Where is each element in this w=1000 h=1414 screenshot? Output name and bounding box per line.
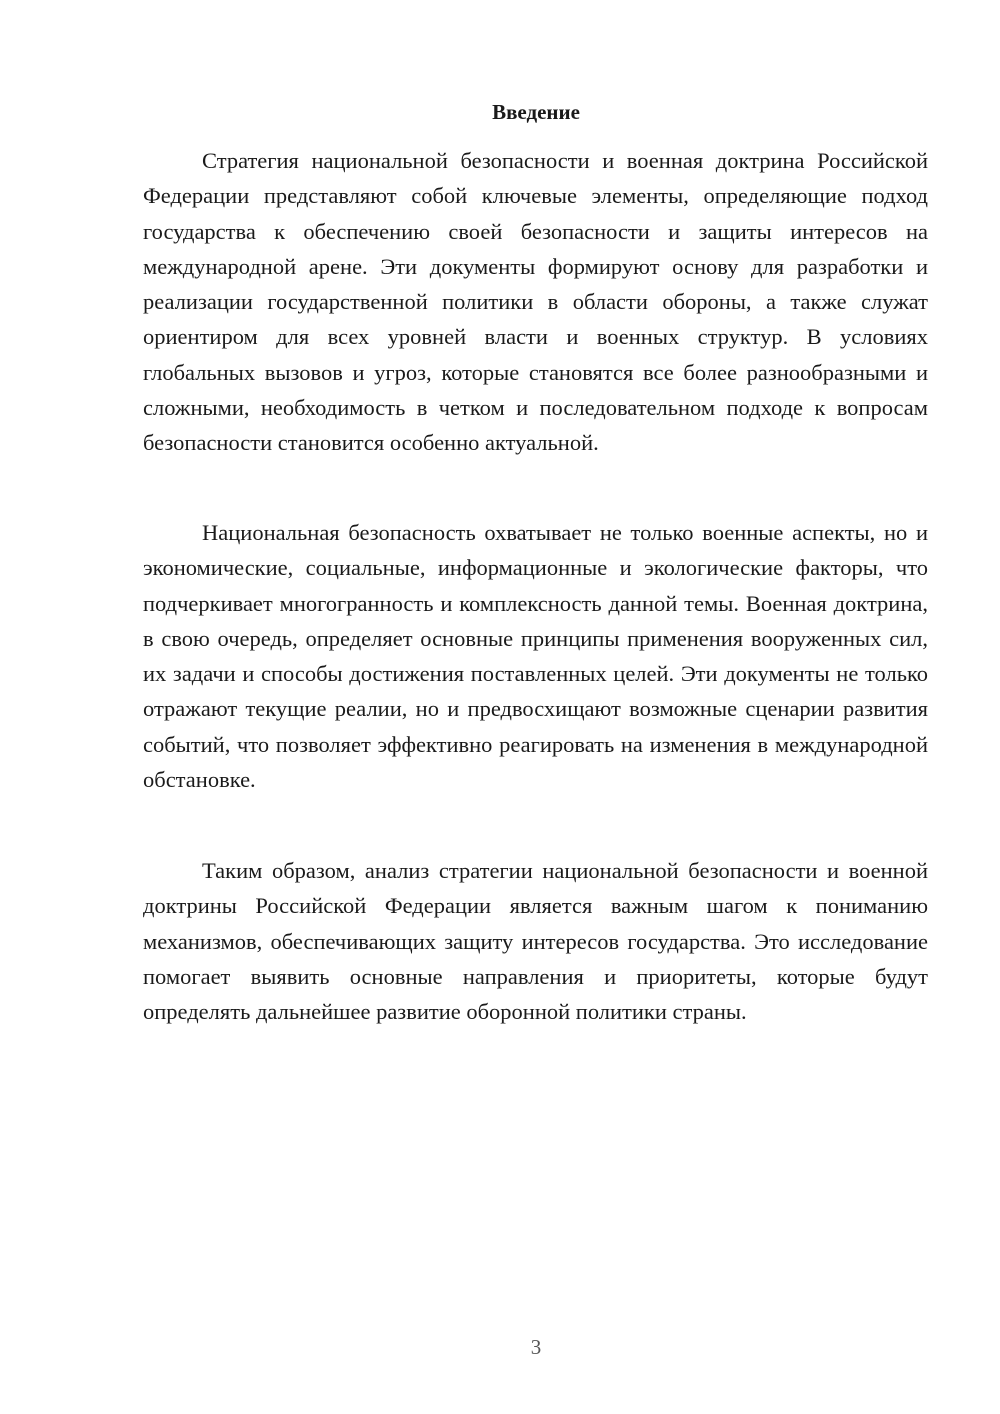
paragraph-national-security: Национальная безопасность охватывает не только военные аспекты, но и экономические, социальные, информационные и экологические факторы, что подчеркивает многогранность и комплексность данной темы. Военная доктрина, в свою очередь, определяет основные принципы применения вооруженных сил, их задачи и способы достижения поставленных целей. Эти документы не только отражают текущие реалии, но и предвосхищают возможные сценарии развития событий, что позволяет эффективно реагировать на изменения в международной обстановке. — [143, 520, 928, 793]
paragraph-intro: Стратегия национальной безопасности и военная доктрина Российской Федерации представляют собой ключевые элементы, определяющие подход государства к обеспечению своей безопасности и защиты интересов на международной арене. Эти документы формируют основу для разработки и реализации государственной политики в области обороны, а также служат ориентиром для всех уровней власти и военных структур. В условиях глобальных вызовов и угроз, которые становятся все более разнообразными и сложными, необходимость в четком и последовательном подходе к вопросам безопасности становится особенно актуальной. — [143, 148, 928, 456]
section-title: Введение — [492, 100, 580, 124]
page-number: 3 — [530, 1335, 542, 1359]
paragraph-conclusion: Таким образом, анализ стратегии национальной безопасности и военной доктрины Российской Федерации является важным шагом к пониманию механизмов, обеспечивающих защиту интересов государства. Это исследование помогает выявить основные направления и приоритеты, которые будут определять дальнейшее развитие оборонной политики страны. — [143, 858, 928, 1025]
